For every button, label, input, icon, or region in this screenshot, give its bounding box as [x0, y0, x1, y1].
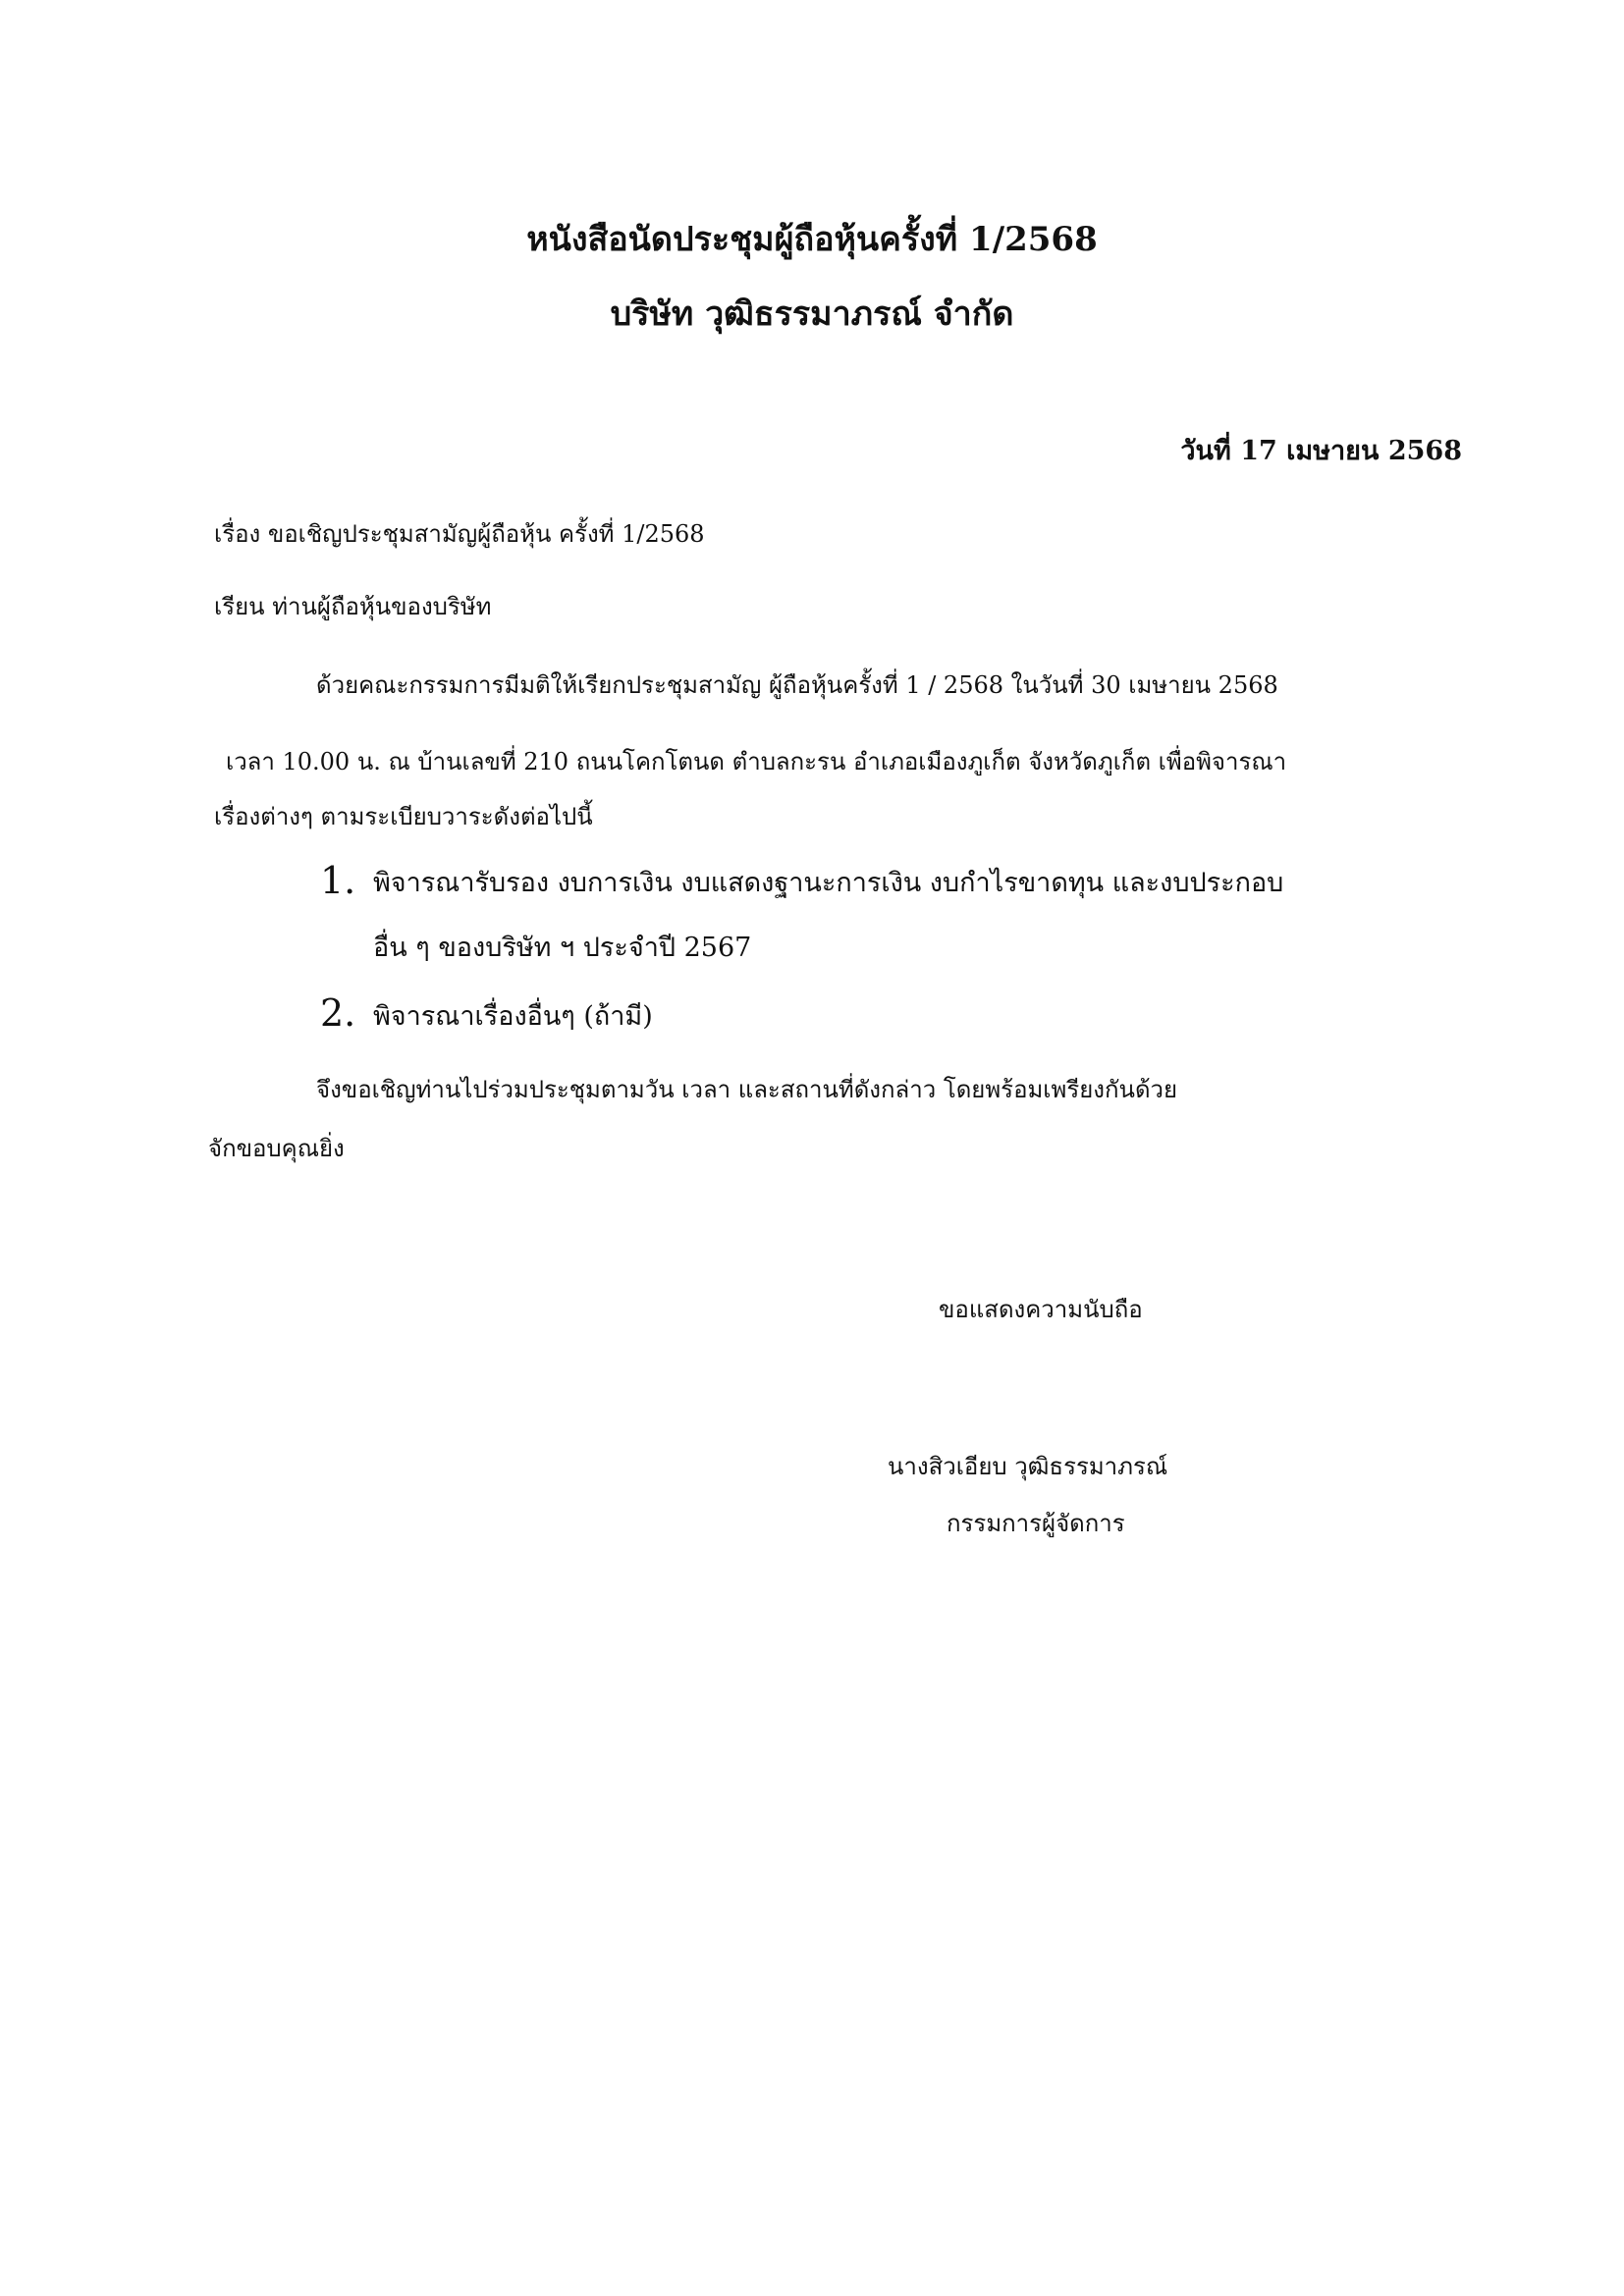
agenda-item-1-line-2: อื่น ๆ ของบริษัท ฯ ประจำปี 2567 [373, 933, 752, 963]
body-paragraph-1-line-1: ด้วยคณะกรรมการมีมติให้เรียกประชุมสามัญ ผู้ถือหุ้นครั้งที่ 1 / 2568 ในวันที่ 30 เมษายน 2568 [316, 671, 1278, 699]
body-paragraph-1-line-3: เรื่องต่างๆ ตามระเบียบวาระดังต่อไปนี้ [214, 803, 593, 830]
agenda-item-1-number: 1. [320, 859, 356, 902]
document-title: หนังสือนัดประชุมผู้ถือหุ้นครั้งที่ 1/2568 [526, 220, 1098, 259]
agenda-item-1-line-1: พิจารณารับรอง งบการเงิน งบแสดงฐานะการเงิน งบกำไรขาดทุน และงบประกอบ [373, 868, 1284, 898]
body-paragraph-1-line-2: เวลา 10.00 น. ณ บ้านเลขที่ 210 ถนนโคกโตนด ตำบลกะรน อำเภอเมืองภูเก็ต จังหวัดภูเก็ต เพื่อพิจารณา [226, 748, 1287, 775]
company-name: บริษัท วุฒิธรรมาภรณ์ จำกัด [610, 294, 1014, 334]
signer-position: กรรมการผู้จัดการ [947, 1510, 1125, 1537]
body-paragraph-2-line-2: จักขอบคุณยิ่ง [208, 1135, 345, 1162]
subject-line: เรื่อง ขอเชิญประชุมสามัญผู้ถือหุ้น ครั้งที่ 1/2568 [214, 520, 705, 548]
signer-name: นางสิวเอียบ วุฒิธรรมาภรณ์ [888, 1453, 1168, 1480]
closing-phrase: ขอแสดงความนับถือ [939, 1296, 1143, 1323]
document-date: วันที่ 17 เมษายน 2568 [1180, 436, 1462, 466]
agenda-item-2-number: 2. [320, 991, 356, 1035]
body-paragraph-2-line-1: จึงขอเชิญท่านไปร่วมประชุมตามวัน เวลา และสถานที่ดังกล่าว โดยพร้อมเพรียงกันด้วย [316, 1076, 1178, 1103]
agenda-item-2-line-1: พิจารณาเรื่องอื่นๆ (ถ้ามี) [373, 1001, 653, 1032]
salutation-line: เรียน ท่านผู้ถือหุ้นของบริษัท [214, 593, 492, 620]
